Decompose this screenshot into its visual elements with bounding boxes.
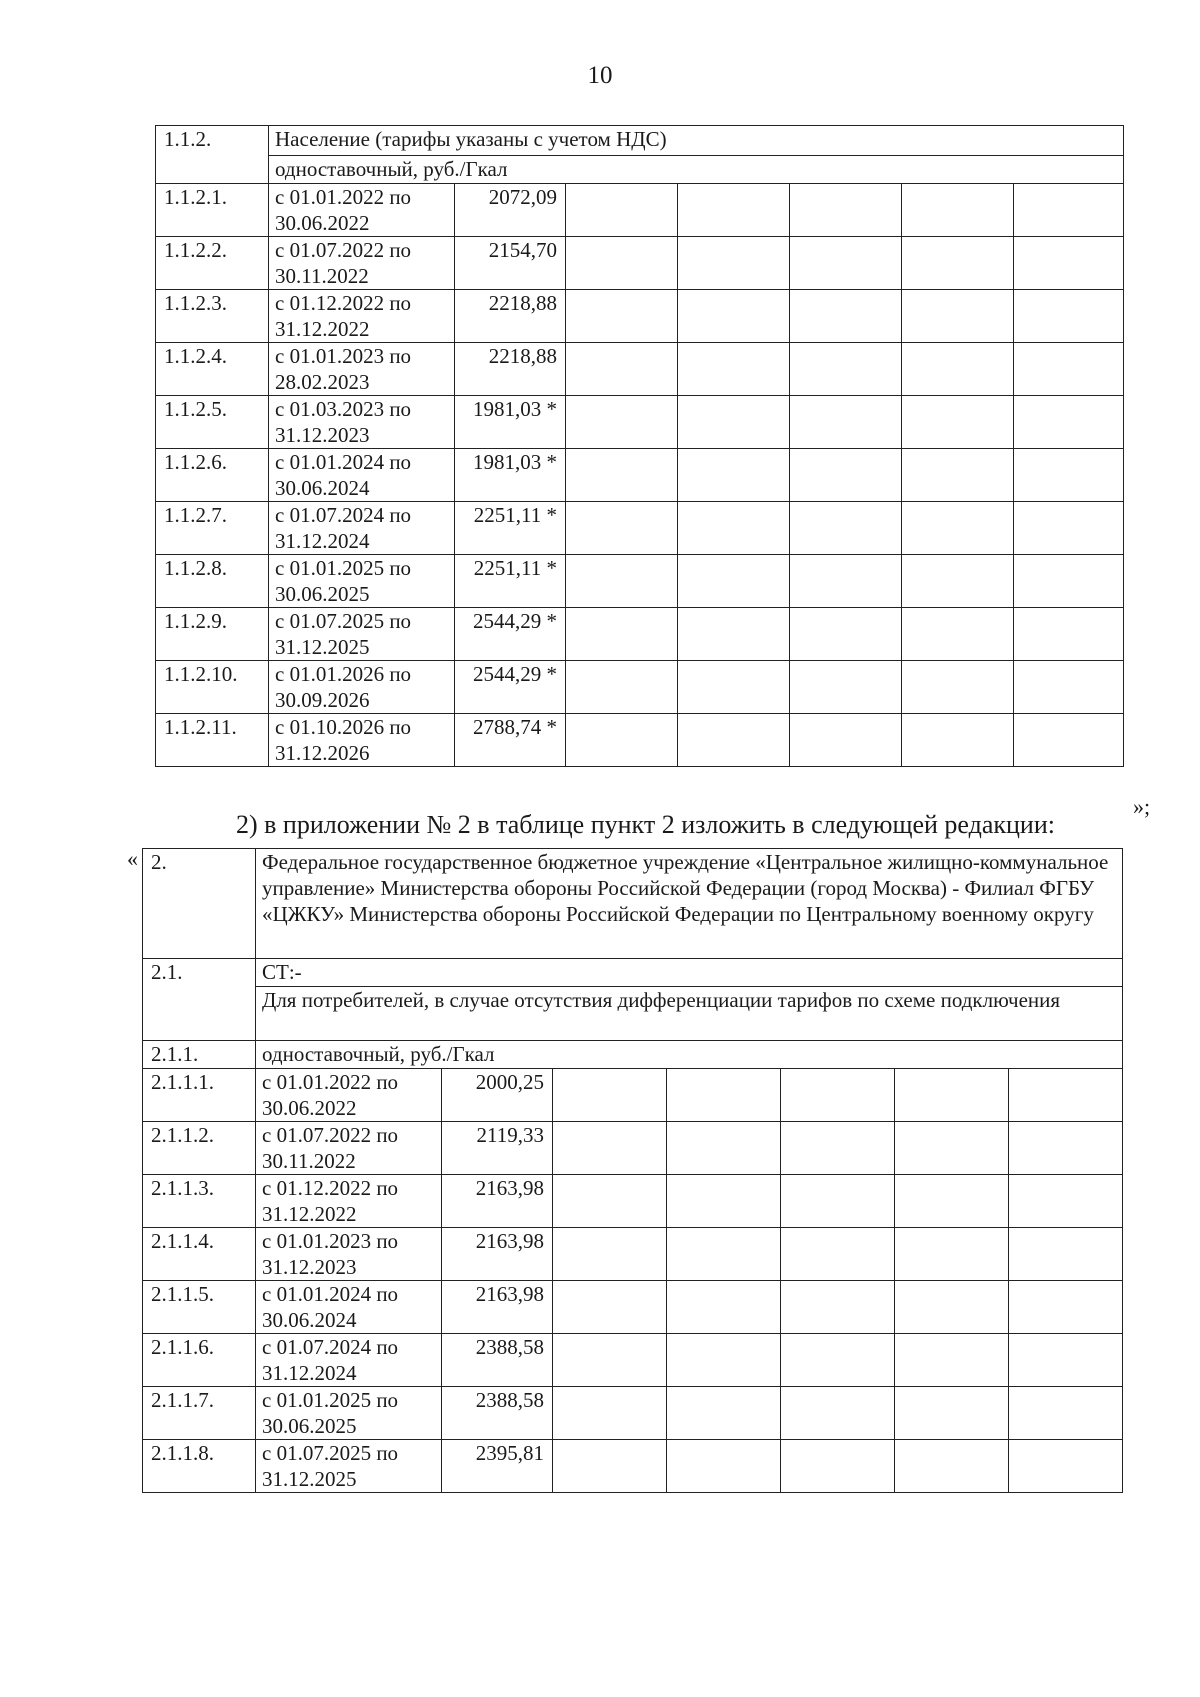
- empty-cell: [790, 714, 902, 767]
- empty-cell: [781, 1069, 895, 1122]
- empty-cell: [566, 608, 678, 661]
- org-code: 2.: [143, 849, 256, 959]
- row-period: с 01.01.2023 по 31.12.2023: [256, 1228, 442, 1281]
- st-label: СТ:-: [256, 959, 1123, 987]
- consumers-label: Для потребителей, в случае отсутствия дифференциации тарифов по схеме подключения: [256, 987, 1123, 1041]
- row-value: 2163,98: [442, 1281, 553, 1334]
- empty-cell: [678, 555, 790, 608]
- amendment-instruction: 2) в приложении № 2 в таблице пункт 2 изложить в следующей редакции:: [236, 810, 1055, 839]
- table-row: [156, 449, 1124, 502]
- empty-cell: [678, 502, 790, 555]
- empty-cell: [902, 661, 1014, 714]
- table-row: [143, 1281, 1123, 1334]
- empty-cell: [678, 714, 790, 767]
- page-number: 10: [587, 62, 613, 89]
- empty-cell: [781, 1122, 895, 1175]
- empty-cell: [553, 1069, 667, 1122]
- row-period: с 01.01.2022 по 30.06.2022: [269, 184, 455, 237]
- empty-cell: [566, 184, 678, 237]
- row-period: с 01.03.2023 по 31.12.2023: [269, 396, 455, 449]
- empty-cell: [1009, 1440, 1123, 1493]
- row-value: 2544,29 *: [455, 608, 566, 661]
- empty-cell: [902, 184, 1014, 237]
- section-title: Население (тарифы указаны с учетом НДС): [269, 126, 1124, 156]
- empty-cell: [895, 1281, 1009, 1334]
- row-period: с 01.01.2026 по 30.09.2026: [269, 661, 455, 714]
- row-period: с 01.10.2026 по 31.12.2026: [269, 714, 455, 767]
- row-period: с 01.07.2024 по 31.12.2024: [269, 502, 455, 555]
- table-row: [143, 1228, 1123, 1281]
- empty-cell: [667, 1122, 781, 1175]
- empty-cell: [781, 1334, 895, 1387]
- row-code: 2.1.1.2.: [143, 1122, 256, 1175]
- row-value: 1981,03 *: [455, 449, 566, 502]
- table-row: [143, 1122, 1123, 1175]
- empty-cell: [667, 1069, 781, 1122]
- empty-cell: [678, 237, 790, 290]
- empty-cell: [781, 1281, 895, 1334]
- empty-cell: [1014, 714, 1124, 767]
- table-row: [156, 661, 1124, 714]
- empty-cell: [553, 1334, 667, 1387]
- empty-cell: [1014, 290, 1124, 343]
- empty-cell: [790, 449, 902, 502]
- empty-cell: [790, 396, 902, 449]
- empty-cell: [902, 502, 1014, 555]
- row-code: 1.1.2.3.: [156, 290, 269, 343]
- empty-cell: [1014, 555, 1124, 608]
- empty-cell: [678, 608, 790, 661]
- empty-cell: [667, 1228, 781, 1281]
- row-value: 2119,33: [442, 1122, 553, 1175]
- row-code: 1.1.2.9.: [156, 608, 269, 661]
- row-period: с 01.12.2022 по 31.12.2022: [256, 1175, 442, 1228]
- row-value: 2218,88: [455, 343, 566, 396]
- empty-cell: [902, 237, 1014, 290]
- row-period: с 01.01.2024 по 30.06.2024: [256, 1281, 442, 1334]
- empty-cell: [678, 343, 790, 396]
- empty-cell: [1014, 343, 1124, 396]
- empty-cell: [790, 502, 902, 555]
- table-row: [156, 184, 1124, 237]
- row-code: 2.1.1.4.: [143, 1228, 256, 1281]
- row-code: 1.1.2.5.: [156, 396, 269, 449]
- row-code: 2.1.1.5.: [143, 1281, 256, 1334]
- empty-cell: [678, 661, 790, 714]
- row-value: 2544,29 *: [455, 661, 566, 714]
- empty-cell: [781, 1228, 895, 1281]
- row-code: 1.1.2.1.: [156, 184, 269, 237]
- empty-cell: [566, 343, 678, 396]
- empty-cell: [781, 1387, 895, 1440]
- empty-cell: [1014, 449, 1124, 502]
- empty-cell: [790, 608, 902, 661]
- row-value: 2251,11 *: [455, 502, 566, 555]
- tariff-table-organization: [142, 848, 1123, 1493]
- empty-cell: [566, 237, 678, 290]
- empty-cell: [1009, 1228, 1123, 1281]
- row-code: 1.1.2.4.: [156, 343, 269, 396]
- empty-cell: [678, 396, 790, 449]
- empty-cell: [553, 1175, 667, 1228]
- row-value: 2218,88: [455, 290, 566, 343]
- empty-cell: [1014, 608, 1124, 661]
- empty-cell: [1014, 184, 1124, 237]
- empty-cell: [790, 184, 902, 237]
- row-value: 2163,98: [442, 1228, 553, 1281]
- empty-cell: [902, 290, 1014, 343]
- empty-cell: [790, 237, 902, 290]
- empty-cell: [667, 1440, 781, 1493]
- empty-cell: [553, 1281, 667, 1334]
- row-value: 1981,03 *: [455, 396, 566, 449]
- empty-cell: [895, 1122, 1009, 1175]
- row-period: с 01.07.2024 по 31.12.2024: [256, 1334, 442, 1387]
- empty-cell: [1014, 502, 1124, 555]
- row-value: 2388,58: [442, 1334, 553, 1387]
- table-row: [156, 290, 1124, 343]
- row-period: с 01.12.2022 по 31.12.2022: [269, 290, 455, 343]
- row-period: с 01.01.2025 по 30.06.2025: [269, 555, 455, 608]
- empty-cell: [667, 1281, 781, 1334]
- row-period: с 01.07.2022 по 30.11.2022: [269, 237, 455, 290]
- row-period: с 01.07.2025 по 31.12.2025: [256, 1440, 442, 1493]
- row-value: 2154,70: [455, 237, 566, 290]
- empty-cell: [902, 343, 1014, 396]
- empty-cell: [566, 714, 678, 767]
- table-row: [156, 343, 1124, 396]
- empty-cell: [566, 502, 678, 555]
- empty-cell: [902, 449, 1014, 502]
- row-value: 2072,09: [455, 184, 566, 237]
- row-value: 2788,74 *: [455, 714, 566, 767]
- empty-cell: [1009, 1281, 1123, 1334]
- row-code: 2.1.1.8.: [143, 1440, 256, 1493]
- empty-cell: [895, 1440, 1009, 1493]
- rate-type: одноставочный, руб./Гкал: [269, 156, 1124, 184]
- empty-cell: [790, 661, 902, 714]
- org-name: Федеральное государственное бюджетное учреждение «Центральное жилищно-коммунальное управление» Министерства обороны Российской Федерации (город Москва) - Филиал ФГБУ «ЦЖКУ» Министерства обороны Российской Федерации по Центральному военному округу: [256, 849, 1123, 959]
- tariff-table-population: [155, 125, 1124, 767]
- table-row: [156, 396, 1124, 449]
- row-value: 2251,11 *: [455, 555, 566, 608]
- table-row: [143, 1334, 1123, 1387]
- empty-cell: [553, 1440, 667, 1493]
- empty-cell: [1014, 237, 1124, 290]
- st-code: 2.1.: [143, 959, 256, 1041]
- empty-cell: [566, 661, 678, 714]
- opening-quote: «: [127, 846, 138, 871]
- row-period: с 01.01.2022 по 30.06.2022: [256, 1069, 442, 1122]
- empty-cell: [790, 290, 902, 343]
- empty-cell: [667, 1387, 781, 1440]
- empty-cell: [566, 396, 678, 449]
- empty-cell: [1014, 396, 1124, 449]
- row-value: 2388,58: [442, 1387, 553, 1440]
- empty-cell: [1009, 1334, 1123, 1387]
- row-period: с 01.07.2022 по 30.11.2022: [256, 1122, 442, 1175]
- empty-cell: [895, 1334, 1009, 1387]
- empty-cell: [790, 343, 902, 396]
- empty-cell: [678, 290, 790, 343]
- empty-cell: [790, 555, 902, 608]
- empty-cell: [902, 555, 1014, 608]
- row-code: 1.1.2.10.: [156, 661, 269, 714]
- row-code: 2.1.1.7.: [143, 1387, 256, 1440]
- row-code: 2.1.1.6.: [143, 1334, 256, 1387]
- empty-cell: [667, 1175, 781, 1228]
- row-code: 2.1.1.1.: [143, 1069, 256, 1122]
- empty-cell: [566, 449, 678, 502]
- empty-cell: [781, 1175, 895, 1228]
- empty-cell: [902, 608, 1014, 661]
- row-code: 1.1.2.8.: [156, 555, 269, 608]
- empty-cell: [553, 1228, 667, 1281]
- row-period: с 01.07.2025 по 31.12.2025: [269, 608, 455, 661]
- empty-cell: [1009, 1387, 1123, 1440]
- section-code: 1.1.2.: [156, 126, 269, 184]
- row-code: 1.1.2.11.: [156, 714, 269, 767]
- table-row: [143, 1440, 1123, 1493]
- empty-cell: [1009, 1122, 1123, 1175]
- row-period: с 01.01.2023 по 28.02.2023: [269, 343, 455, 396]
- empty-cell: [895, 1387, 1009, 1440]
- closing-quote: »;: [1133, 794, 1151, 819]
- row-value: 2395,81: [442, 1440, 553, 1493]
- empty-cell: [1009, 1069, 1123, 1122]
- row-period: с 01.01.2024 по 30.06.2024: [269, 449, 455, 502]
- row-value: 2000,25: [442, 1069, 553, 1122]
- row-code: 1.1.2.2.: [156, 237, 269, 290]
- table-row: [156, 555, 1124, 608]
- table-row: [156, 237, 1124, 290]
- table-row: [156, 714, 1124, 767]
- empty-cell: [1014, 661, 1124, 714]
- empty-cell: [895, 1228, 1009, 1281]
- empty-cell: [566, 555, 678, 608]
- empty-cell: [902, 396, 1014, 449]
- row-code: 1.1.2.7.: [156, 502, 269, 555]
- row-code: 1.1.2.6.: [156, 449, 269, 502]
- empty-cell: [1009, 1175, 1123, 1228]
- empty-cell: [781, 1440, 895, 1493]
- empty-cell: [566, 290, 678, 343]
- rate-code: 2.1.1.: [143, 1041, 256, 1069]
- empty-cell: [553, 1122, 667, 1175]
- row-code: 2.1.1.3.: [143, 1175, 256, 1228]
- table-row: [156, 502, 1124, 555]
- table-row: [143, 1069, 1123, 1122]
- rate-type: одноставочный, руб./Гкал: [256, 1041, 1123, 1069]
- table-row: [156, 608, 1124, 661]
- empty-cell: [895, 1175, 1009, 1228]
- empty-cell: [678, 449, 790, 502]
- empty-cell: [895, 1069, 1009, 1122]
- empty-cell: [902, 714, 1014, 767]
- empty-cell: [667, 1334, 781, 1387]
- row-value: 2163,98: [442, 1175, 553, 1228]
- empty-cell: [553, 1387, 667, 1440]
- empty-cell: [678, 184, 790, 237]
- table-row: [143, 1387, 1123, 1440]
- table-row: [143, 1175, 1123, 1228]
- row-period: с 01.01.2025 по 30.06.2025: [256, 1387, 442, 1440]
